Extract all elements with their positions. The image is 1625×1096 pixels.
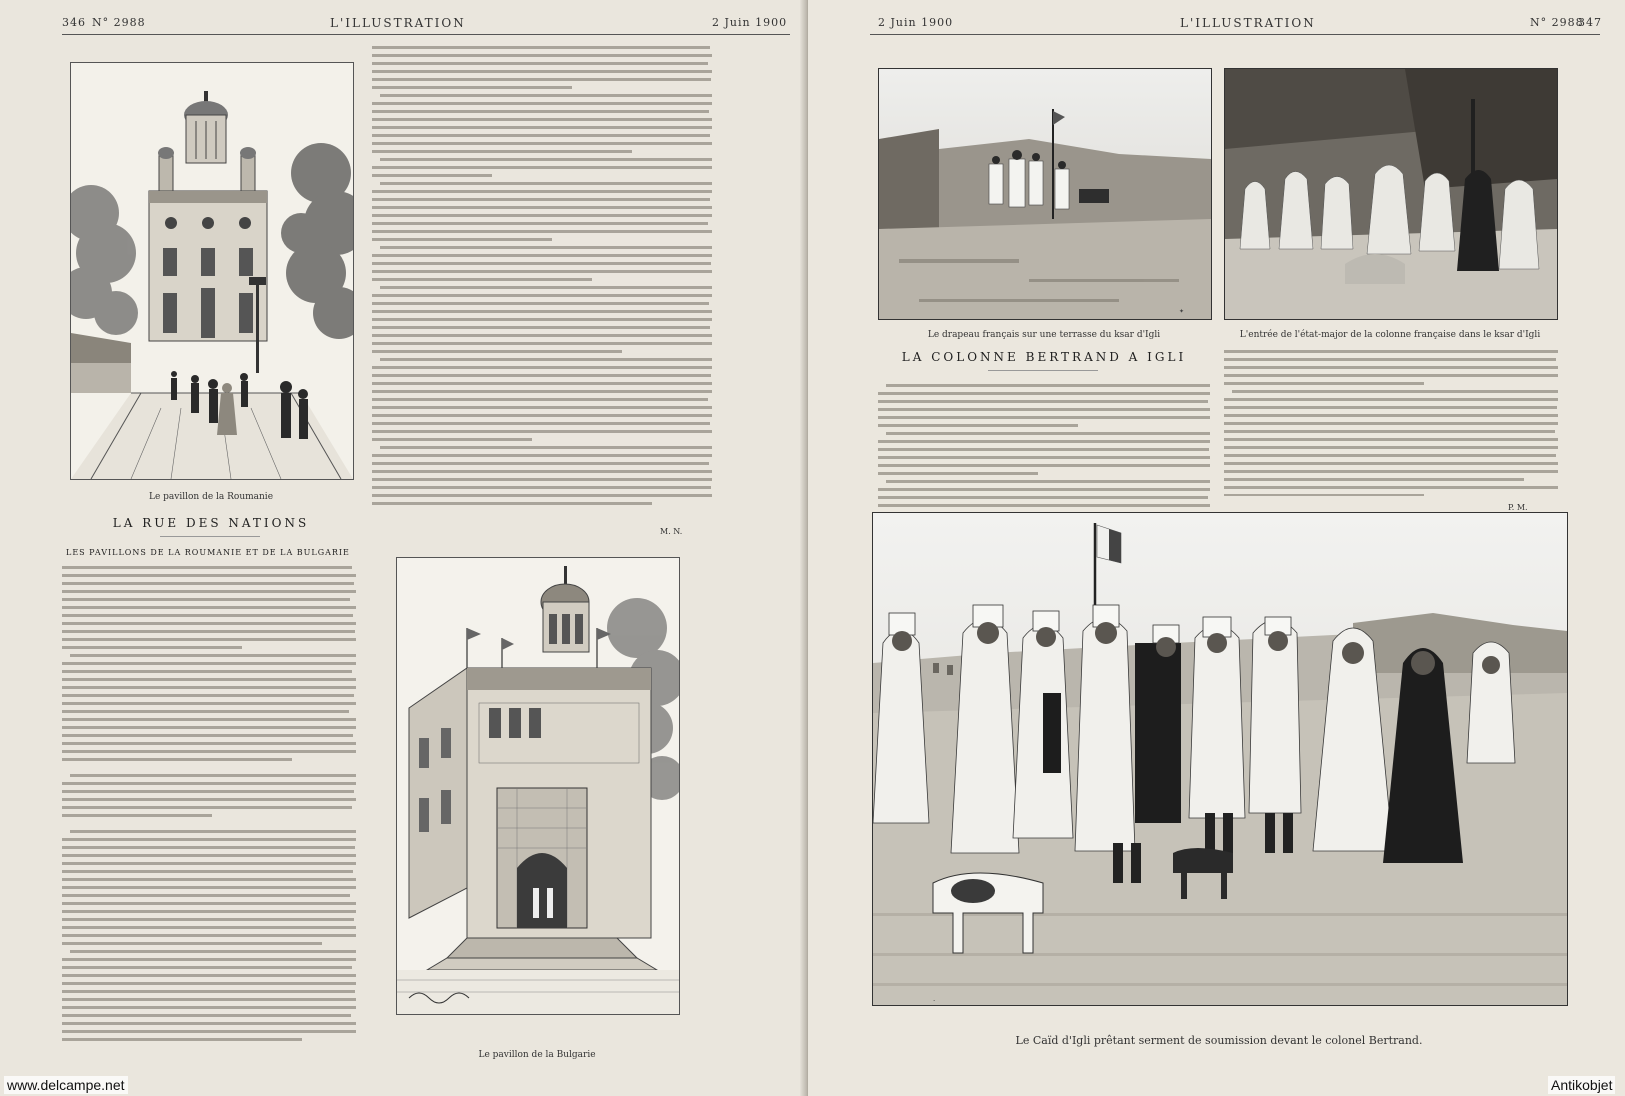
staff-entry-caption: L'entrée de l'état-major de la colonne française dans le ksar d'Igli	[1239, 330, 1541, 340]
bulgaria-pavilion-illustration	[396, 557, 680, 1015]
oath-ceremony-caption: Le Caïd d'Igli prêtant serment de soumission devant le colonel Bertrand.	[1015, 1034, 1423, 1047]
issue-number-left: N° 2988	[92, 16, 146, 29]
signature-right: P. M.	[1508, 503, 1528, 512]
bulgaria-caption: Le pavillon de la Bulgarie	[478, 1050, 596, 1060]
right-page	[808, 0, 1625, 1096]
date-left: 2 Juin 1900	[712, 16, 788, 29]
staff-entry-photo	[1224, 68, 1558, 320]
title-rule-right	[988, 370, 1098, 371]
issue-number-right: N° 2988	[1530, 16, 1584, 29]
right-text-column-1	[878, 380, 1210, 516]
svg-text:✦: ✦	[1179, 308, 1185, 315]
date-right: 2 Juin 1900	[878, 16, 954, 29]
title-rule	[160, 536, 260, 537]
left-page	[0, 0, 808, 1096]
masthead-left: L'ILLUSTRATION	[330, 16, 466, 30]
watermark-right: Antikobjet	[1548, 1076, 1615, 1094]
flag-terrace-caption: Le drapeau français sur une terrasse du ksar d'Igli	[927, 330, 1161, 340]
right-text-column-2	[1224, 346, 1558, 496]
signature-left: M. N.	[660, 527, 683, 536]
left-text-column-1	[62, 562, 356, 1054]
masthead-right: L'ILLUSTRATION	[1180, 16, 1316, 30]
left-text-column-2	[372, 42, 712, 522]
header-rule-right	[870, 34, 1600, 35]
watermark-left: www.delcampe.net	[4, 1076, 128, 1094]
article-title-right: LA COLONNE BERTRAND A IGLI	[901, 350, 1187, 364]
romania-pavilion-illustration	[70, 62, 354, 480]
page-number-right: 347	[1578, 16, 1602, 29]
oath-ceremony-photo	[872, 512, 1568, 1006]
flag-terrace-photo	[878, 68, 1212, 320]
article-subtitle-left: LES PAVILLONS DE LA ROUMANIE ET DE LA BULGARIE	[66, 548, 350, 557]
header-rule-left	[62, 34, 790, 35]
page-number-left: 346	[62, 16, 86, 29]
svg-text:.: .	[933, 995, 936, 1003]
romania-caption: Le pavillon de la Roumanie	[148, 492, 274, 502]
article-title-left: LA RUE DES NATIONS	[112, 516, 310, 530]
